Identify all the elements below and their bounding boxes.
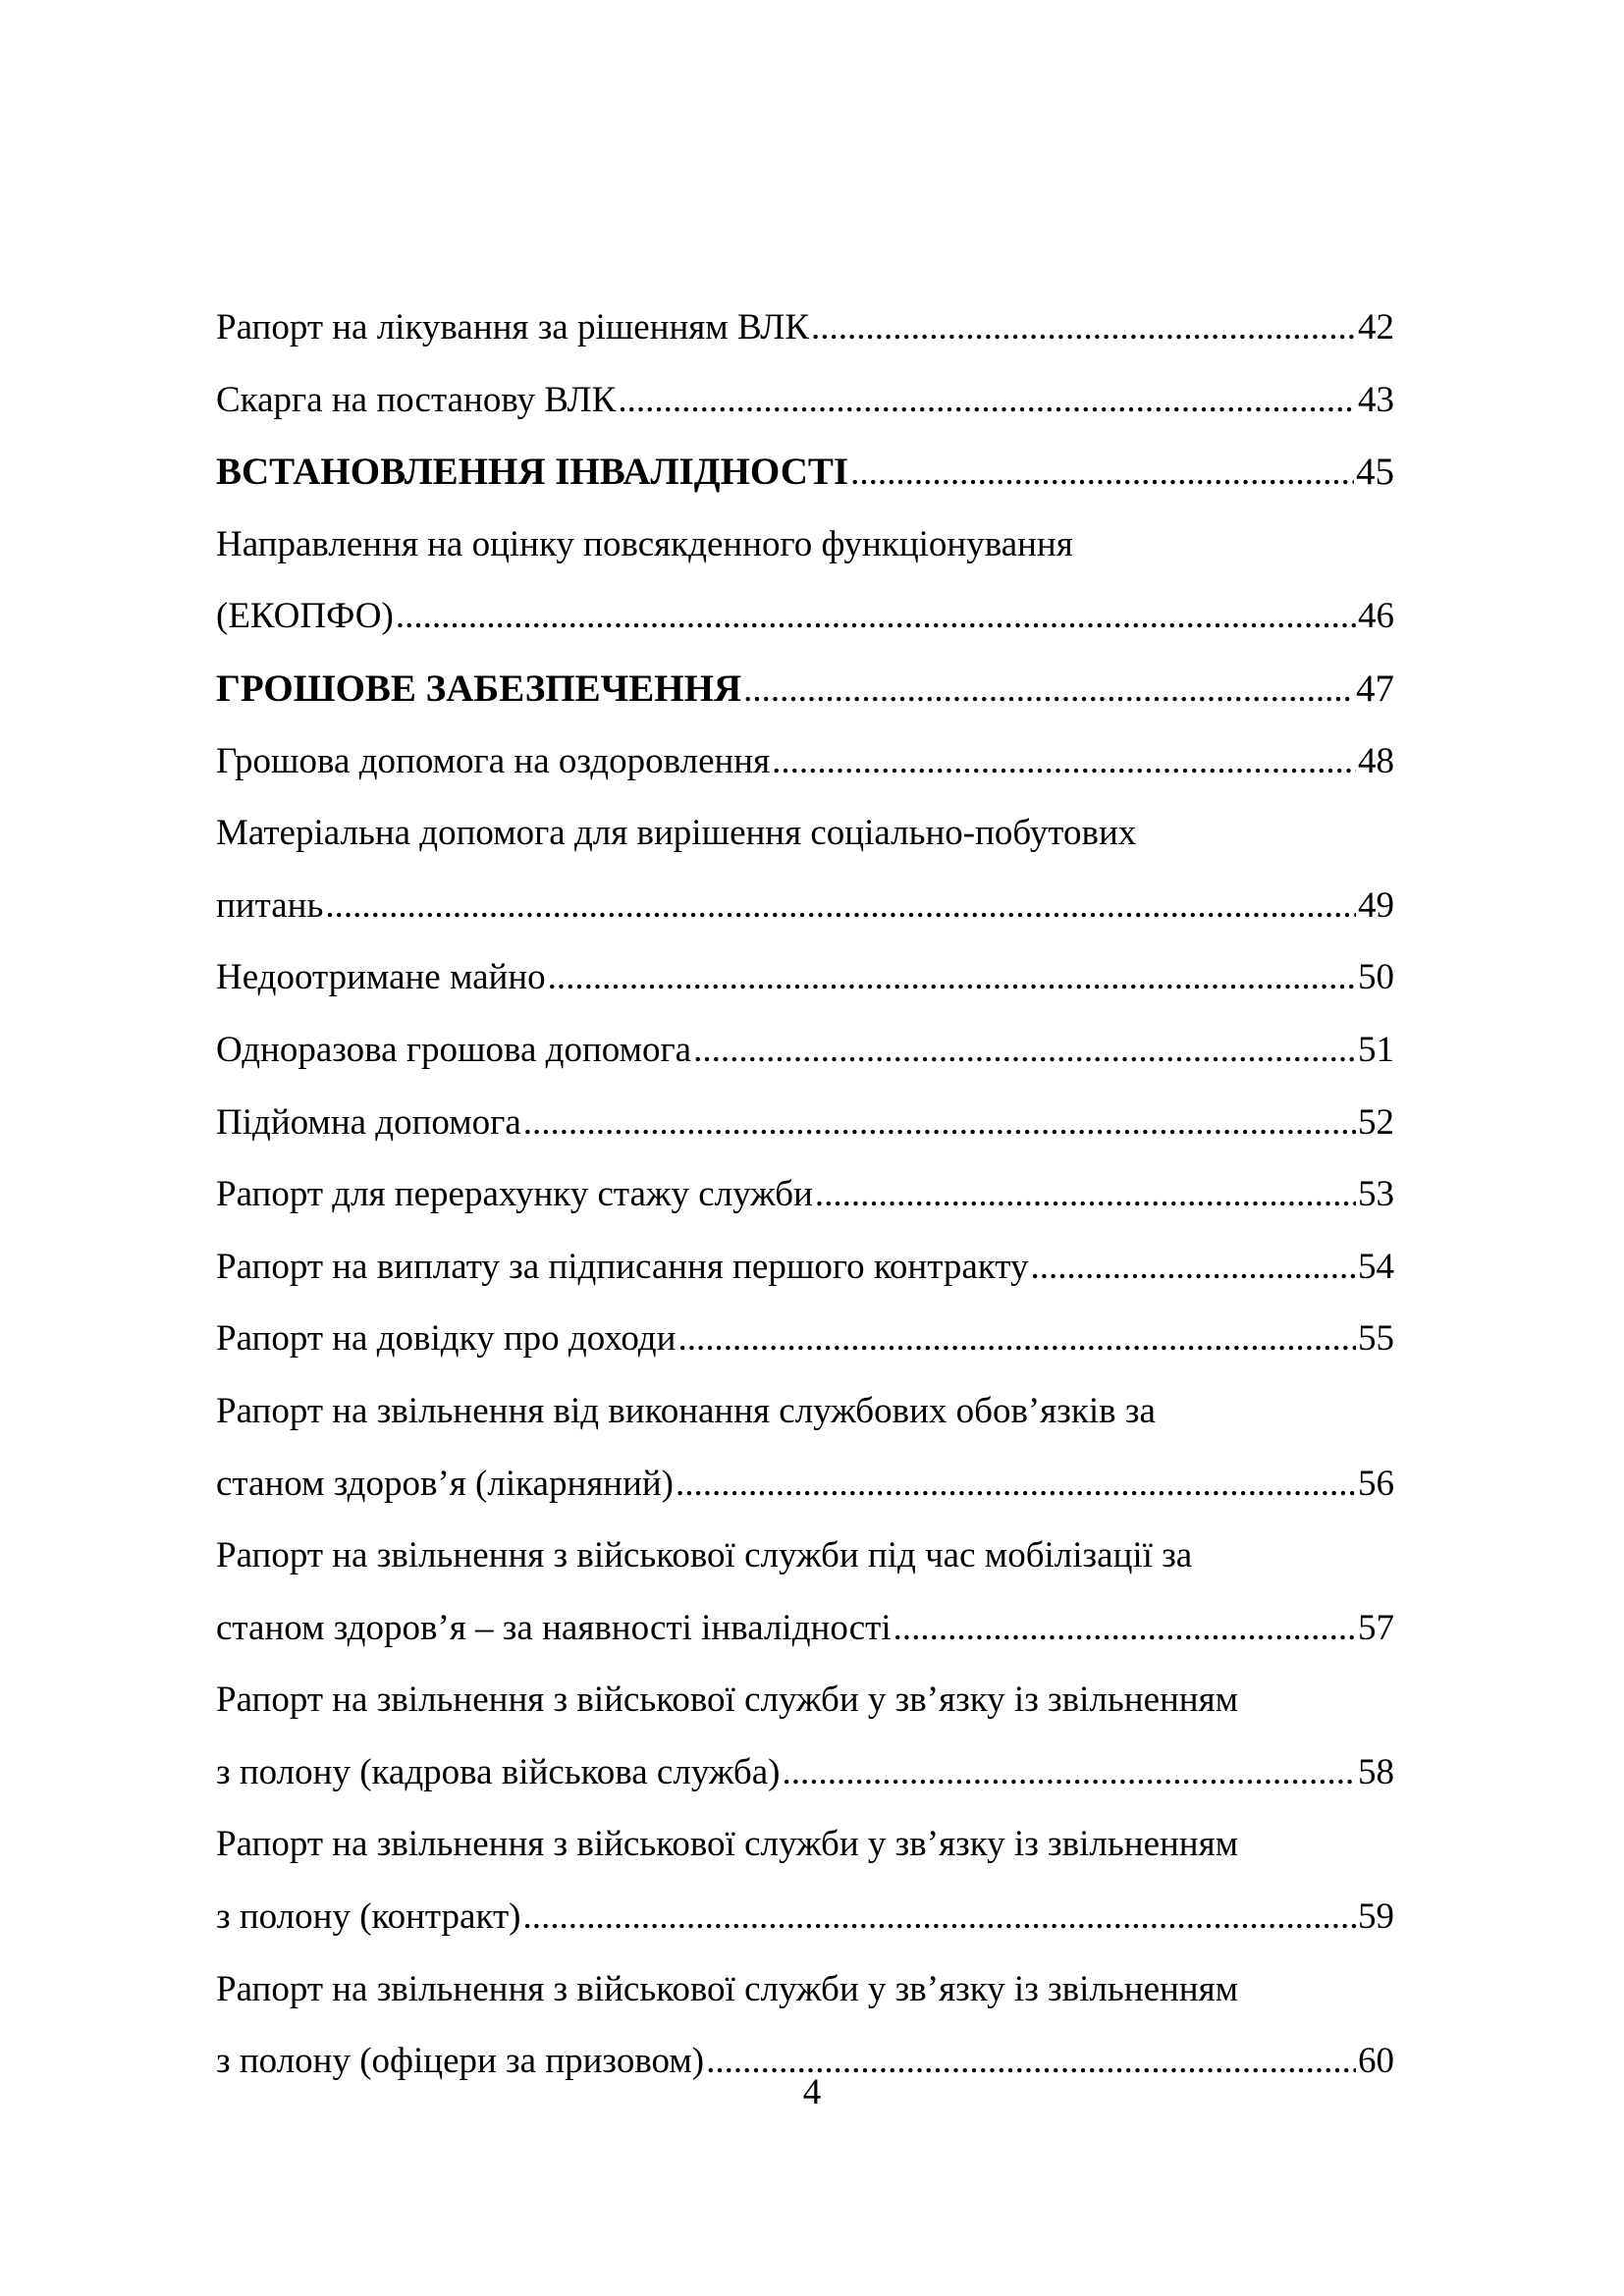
toc-entry-title: з полону (офіцери за призовом)	[216, 2041, 705, 2082]
dot-leader	[548, 941, 1356, 1014]
dot-leader	[811, 292, 1356, 364]
toc-entry-title: Підйомна допомога	[216, 1101, 521, 1143]
toc-entry[interactable]	[216, 1014, 1394, 1087]
dot-leader	[677, 1303, 1356, 1375]
toc-entry-title: станом здоров’я (лікарняний)	[216, 1463, 675, 1504]
toc-entry-title: з полону (контракт)	[216, 1896, 521, 1938]
dot-leader	[893, 1592, 1356, 1665]
toc-entry-continued-line[interactable]	[216, 508, 1394, 581]
toc-entry-page: 50	[1358, 957, 1394, 998]
table-of-contents	[216, 292, 1394, 2098]
toc-entry-page: 59	[1358, 1896, 1394, 1938]
toc-entry[interactable]	[216, 1736, 1394, 1809]
toc-entry-title-line1: Рапорт на звільнення від виконання службових обов’язків за	[216, 1390, 1156, 1431]
toc-entry[interactable]	[216, 941, 1394, 1014]
toc-entry-continued-line[interactable]	[216, 1808, 1394, 1881]
toc-entry-page: 43	[1358, 379, 1394, 420]
dot-leader	[396, 580, 1356, 653]
dot-leader	[1030, 1231, 1356, 1304]
toc-entry[interactable]	[216, 1087, 1394, 1159]
dot-leader	[693, 1014, 1356, 1087]
toc-entry[interactable]	[216, 580, 1394, 653]
toc-entry-title-line1: Рапорт на звільнення з військової служби у зв’язку із звільненням	[216, 1824, 1239, 1865]
toc-entry-title: Рапорт на лікування за рішенням ВЛК	[216, 307, 809, 347]
toc-section-heading[interactable]	[216, 653, 1394, 725]
dot-leader	[772, 725, 1356, 798]
toc-entry-title: питань	[216, 884, 324, 926]
toc-entry-page: 56	[1358, 1463, 1394, 1504]
toc-entry-page: 45	[1356, 451, 1394, 494]
dot-leader	[676, 1448, 1356, 1521]
toc-entry-page: 52	[1358, 1101, 1394, 1143]
toc-entry[interactable]	[216, 1158, 1394, 1231]
toc-entry[interactable]	[216, 1231, 1394, 1304]
toc-entry-title-line1: Матеріальна допомога для вирішення соціально-побутових	[216, 813, 1137, 854]
toc-entry-continued-line[interactable]	[216, 1520, 1394, 1592]
toc-entry[interactable]	[216, 725, 1394, 798]
toc-entry-page: 53	[1358, 1174, 1394, 1215]
dot-leader	[743, 654, 1354, 726]
toc-entry-title: (ЕКОПФО)	[216, 596, 394, 637]
toc-entry-page: 47	[1356, 667, 1394, 710]
toc-entry[interactable]	[216, 870, 1394, 942]
toc-entry-title: Скарга на постанову ВЛК	[216, 379, 617, 420]
toc-entry-page: 46	[1358, 596, 1394, 637]
toc-entry-continued-line[interactable]	[216, 1664, 1394, 1736]
toc-entry-title: Рапорт для перерахунку стажу служби	[216, 1174, 813, 1215]
page-number: 4	[802, 2072, 822, 2112]
toc-entry-page: 42	[1358, 307, 1394, 347]
toc-entry-page: 48	[1358, 740, 1394, 781]
toc-entry-title: Рапорт на довідку про доходи	[216, 1318, 677, 1360]
toc-entry-title: Одноразова грошова допомога	[216, 1029, 692, 1070]
toc-entry-title-line1: Направлення на оцінку повсякденного функціонування	[216, 523, 1073, 564]
toc-entry[interactable]	[216, 1592, 1394, 1665]
dot-leader	[815, 1158, 1356, 1231]
toc-entry-title: Недоотримане майно	[216, 957, 546, 998]
toc-entry-title-line1: Рапорт на звільнення з військової служби під час мобілізації за	[216, 1535, 1193, 1576]
toc-entry-page: 58	[1358, 1751, 1394, 1792]
toc-entry-page: 60	[1358, 2041, 1394, 2082]
toc-entry-page: 57	[1358, 1607, 1394, 1648]
toc-entry-continued-line[interactable]	[216, 1375, 1394, 1448]
toc-entry-page: 51	[1358, 1029, 1394, 1070]
toc-entry-title: з полону (кадрова військова служба)	[216, 1751, 781, 1792]
toc-entry-title-line1: Рапорт на звільнення з військової служби у зв’язку із звільненням	[216, 1680, 1239, 1721]
toc-entry-continued-line[interactable]	[216, 797, 1394, 870]
toc-entry-title: Грошова допомога на оздоровлення	[216, 740, 771, 781]
dot-leader	[850, 437, 1354, 509]
toc-section-title: ГРОШОВЕ ЗАБЕЗПЕЧЕННЯ	[216, 667, 742, 710]
dot-leader	[523, 1087, 1356, 1159]
toc-entry[interactable]	[216, 1448, 1394, 1521]
dot-leader	[325, 870, 1356, 942]
toc-entry-page: 54	[1358, 1246, 1394, 1287]
toc-entry[interactable]	[216, 364, 1394, 437]
dot-leader	[522, 1881, 1356, 1953]
dot-leader	[782, 1736, 1356, 1809]
toc-entry[interactable]	[216, 292, 1394, 364]
toc-entry-page: 49	[1358, 884, 1394, 926]
dot-leader	[618, 364, 1356, 437]
toc-entry-title: Рапорт на виплату за підписання першого контракту	[216, 1246, 1029, 1287]
toc-entry-continued-line[interactable]	[216, 1953, 1394, 2026]
toc-entry-page: 55	[1358, 1318, 1394, 1360]
toc-entry-title: станом здоров’я – за наявності інвалідності	[216, 1607, 892, 1648]
toc-entry[interactable]	[216, 1881, 1394, 1953]
toc-entry-title-line1: Рапорт на звільнення з військової служби у зв’язку із звільненням	[216, 1968, 1239, 2009]
toc-entry[interactable]	[216, 1303, 1394, 1375]
toc-section-heading[interactable]	[216, 436, 1394, 508]
toc-section-title: ВСТАНОВЛЕННЯ ІНВАЛІДНОСТІ	[216, 451, 849, 494]
